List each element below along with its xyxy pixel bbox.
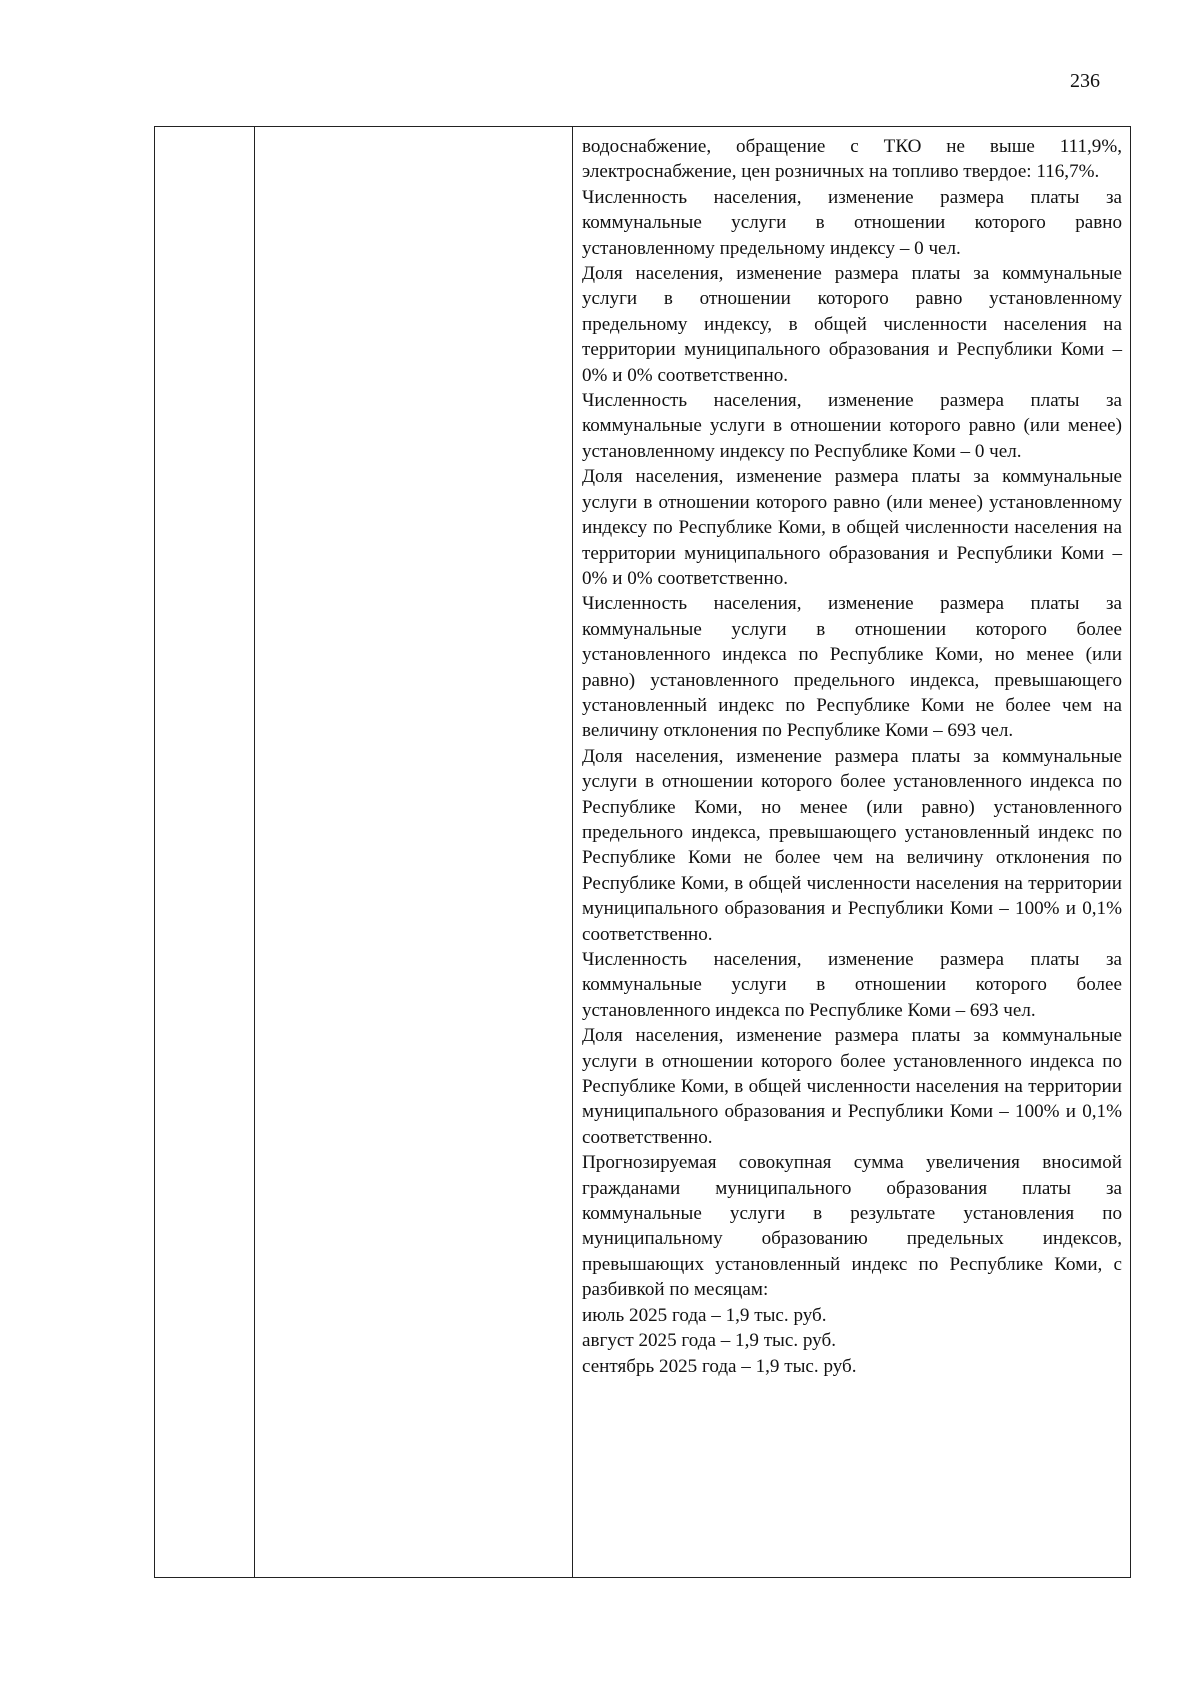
paragraph-month-september: сентябрь 2025 года – 1,9 тыс. руб.: [582, 1355, 857, 1377]
paragraph-share-equal-limit: Доля населения, изменение размера платы за коммунальные услуги в отношении которого равно установленному предельному индексу, в общей численности населения на территории муниципального образования и Республики Коми – 0% и 0% соответственно.: [582, 263, 1122, 386]
paragraph-month-august: август 2025 года – 1,9 тыс. руб.: [582, 1330, 836, 1352]
paragraph-population-equal-or-less-index: Численность населения, изменение размера платы за коммунальные услуги в отношении которого равно (или менее) установленному индексу по Республике Коми – 0 чел.: [582, 390, 1122, 462]
paragraph-share-within-deviation: Доля населения, изменение размера платы за коммунальные услуги в отношении которого более установленного индекса по Республике Коми, но менее (или равно) установленного предельного индекса, превышающего установленный индекс по Республике Коми не более чем на величину отклонения по Республике Коми, в общей численности населения на территории муниципального образования и Республики Коми – 100% и 0,1% соответственно.: [582, 745, 1122, 945]
paragraph-month-july: июль 2025 года – 1,9 тыс. руб.: [582, 1304, 827, 1326]
paragraph-share-equal-or-less-index: Доля населения, изменение размера платы за коммунальные услуги в отношении которого равно (или менее) установленному индексу по Республике Коми, в общей численности населения на территории муниципального образования и Республики Коми – 0% и 0% соответственно.: [582, 466, 1122, 589]
table-cell-description: [582, 134, 1122, 1379]
paragraph-tariff-limits: водоснабжение, обращение с ТКО не выше 111,9%, электроснабжение, цен розничных на топливо твердое: 116,7%.: [582, 136, 1122, 183]
document-table: [154, 126, 1131, 1578]
paragraph-population-equal-limit: Численность населения, изменение размера платы за коммунальные услуги в отношении которого равно установленному предельному индексу – 0 чел.: [582, 186, 1122, 259]
paragraph-forecast-sum: Прогнозируемая совокупная сумма увеличения вносимой гражданами муниципального образования платы за коммунальные услуги в результате установления по муниципальному образованию предельных индексов, превышающих установленный индекс по Республике Коми, с разбивкой по месяцам:: [582, 1152, 1122, 1301]
column-divider: [572, 127, 573, 1577]
paragraph-population-above-index: Численность населения, изменение размера платы за коммунальные услуги в отношении которого более установленного индекса по Республике Коми – 693 чел.: [582, 949, 1122, 1021]
column-divider: [254, 127, 255, 1577]
paragraph-population-within-deviation: Численность населения, изменение размера платы за коммунальные услуги в отношении которого более установленного индекса по Республике Коми, но менее (или равно) установленного предельного индекса, превышающего установленный индекс по Республике Коми не более чем на величину отклонения по Республике Коми – 693 чел.: [582, 593, 1122, 742]
page-number: 236: [1070, 70, 1100, 92]
paragraph-share-above-index: Доля населения, изменение размера платы за коммунальные услуги в отношении которого более установленного индекса по Республике Коми, в общей численности населения на территории муниципального образования и Республики Коми – 100% и 0,1% соответственно.: [582, 1025, 1122, 1148]
